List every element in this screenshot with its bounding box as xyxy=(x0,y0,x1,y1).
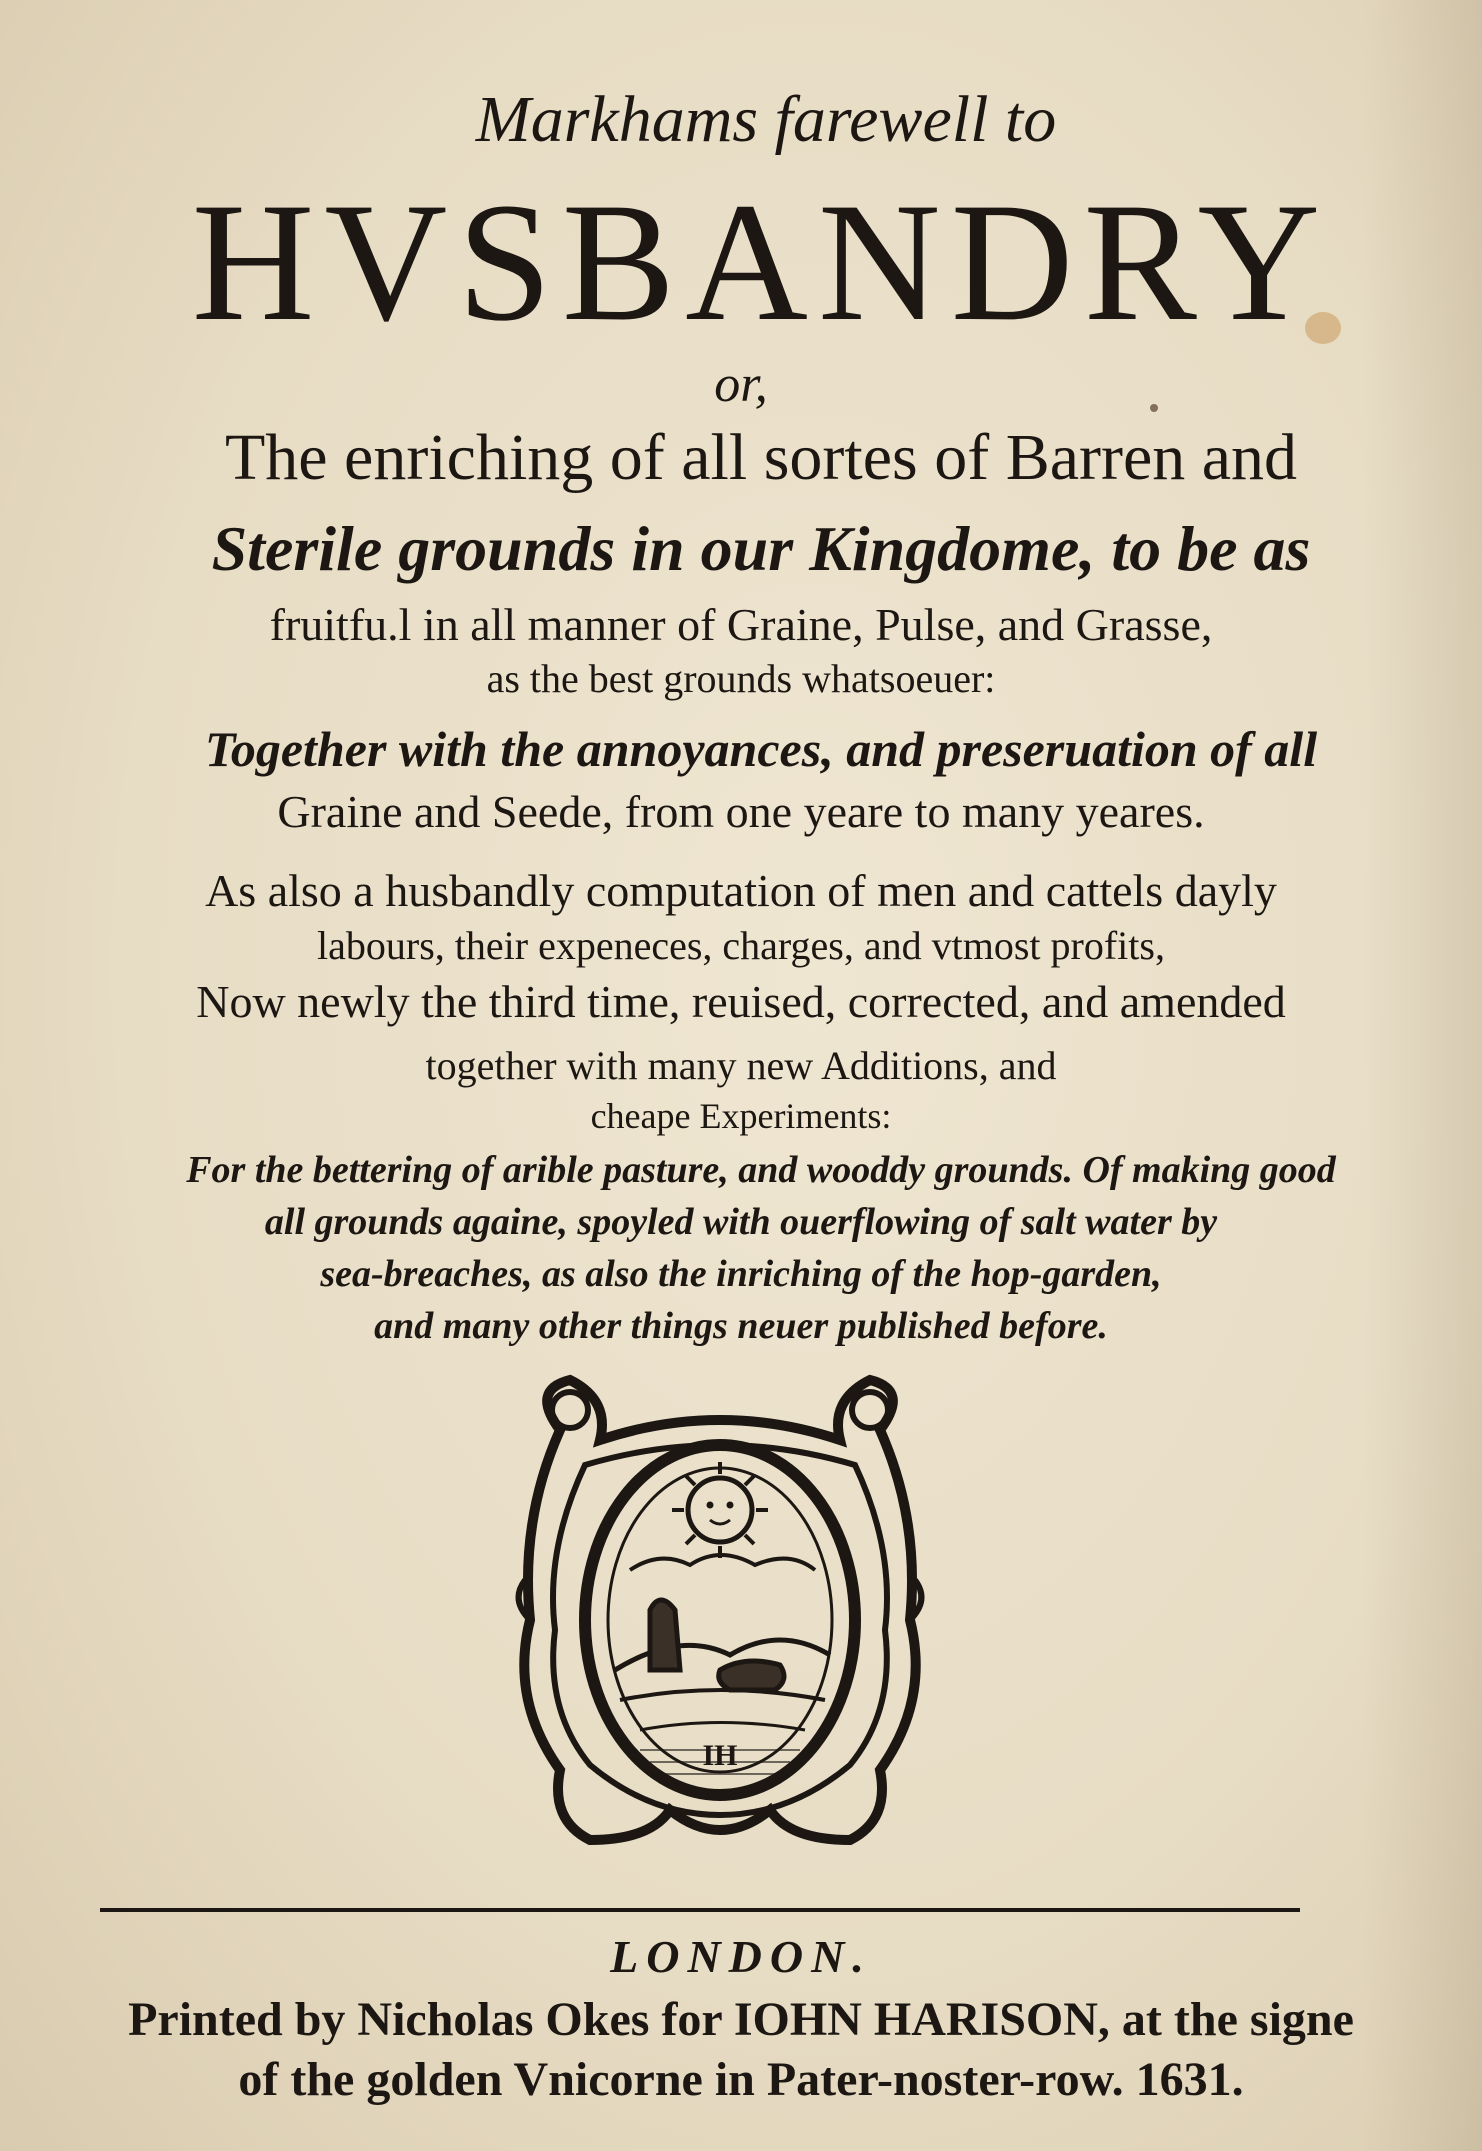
subtitle-line: Together with the annoyances, and preseruation of all xyxy=(204,721,1318,777)
device-initials: IH xyxy=(702,1739,738,1772)
subtitle-line: labours, their expeneces, charges, and vtmost profits, xyxy=(317,923,1165,968)
subtitle-line: sea-breaches, as also the inriching of the hop-garden, xyxy=(320,1253,1162,1295)
imprint-line-1: Printed by Nicholas Okes for IOHN HARISON, at the signe xyxy=(128,1993,1354,2046)
imprint-city: LONDON. xyxy=(610,1931,872,1982)
imprint-rule xyxy=(100,1908,1300,1912)
title-line-1: Markhams farewell to xyxy=(475,83,1057,156)
imprint-line-2: of the golden Vnicorne in Pater-noster-row. 1631. xyxy=(238,2053,1244,2106)
subtitle-line: For the bettering of arible pasture, and wooddy grounds. Of making good xyxy=(186,1149,1336,1191)
subtitle-line: Graine and Seede, from one yeare to many yeares. xyxy=(277,786,1205,837)
subtitle-line: as the best grounds whatsoeuer: xyxy=(486,656,996,701)
subtitle-line: together with many new Additions, and xyxy=(425,1043,1057,1088)
subtitle-line: Sterile grounds in our Kingdome, to be as xyxy=(211,513,1311,584)
title-connector: or, xyxy=(714,356,768,413)
subtitle-line: As also a husbandly computation of men and cattels dayly xyxy=(205,865,1277,916)
subtitle-line: all grounds againe, spoyled with ouerflowing of salt water by xyxy=(264,1201,1218,1243)
printers-device-icon xyxy=(490,1370,950,1860)
subtitle-line: Now newly the third time, reuised, corrected, and amended xyxy=(196,976,1286,1027)
subtitle-line: cheape Experiments: xyxy=(590,1096,892,1136)
title-line-2: HVSBANDRY xyxy=(191,168,1331,356)
subtitle-line: The enriching of all sortes of Barren and xyxy=(224,421,1298,494)
subtitle-line: and many other things neuer published before. xyxy=(374,1305,1108,1347)
subtitle-line: fruitfu.l in all manner of Graine, Pulse, and Grasse, xyxy=(269,599,1213,650)
